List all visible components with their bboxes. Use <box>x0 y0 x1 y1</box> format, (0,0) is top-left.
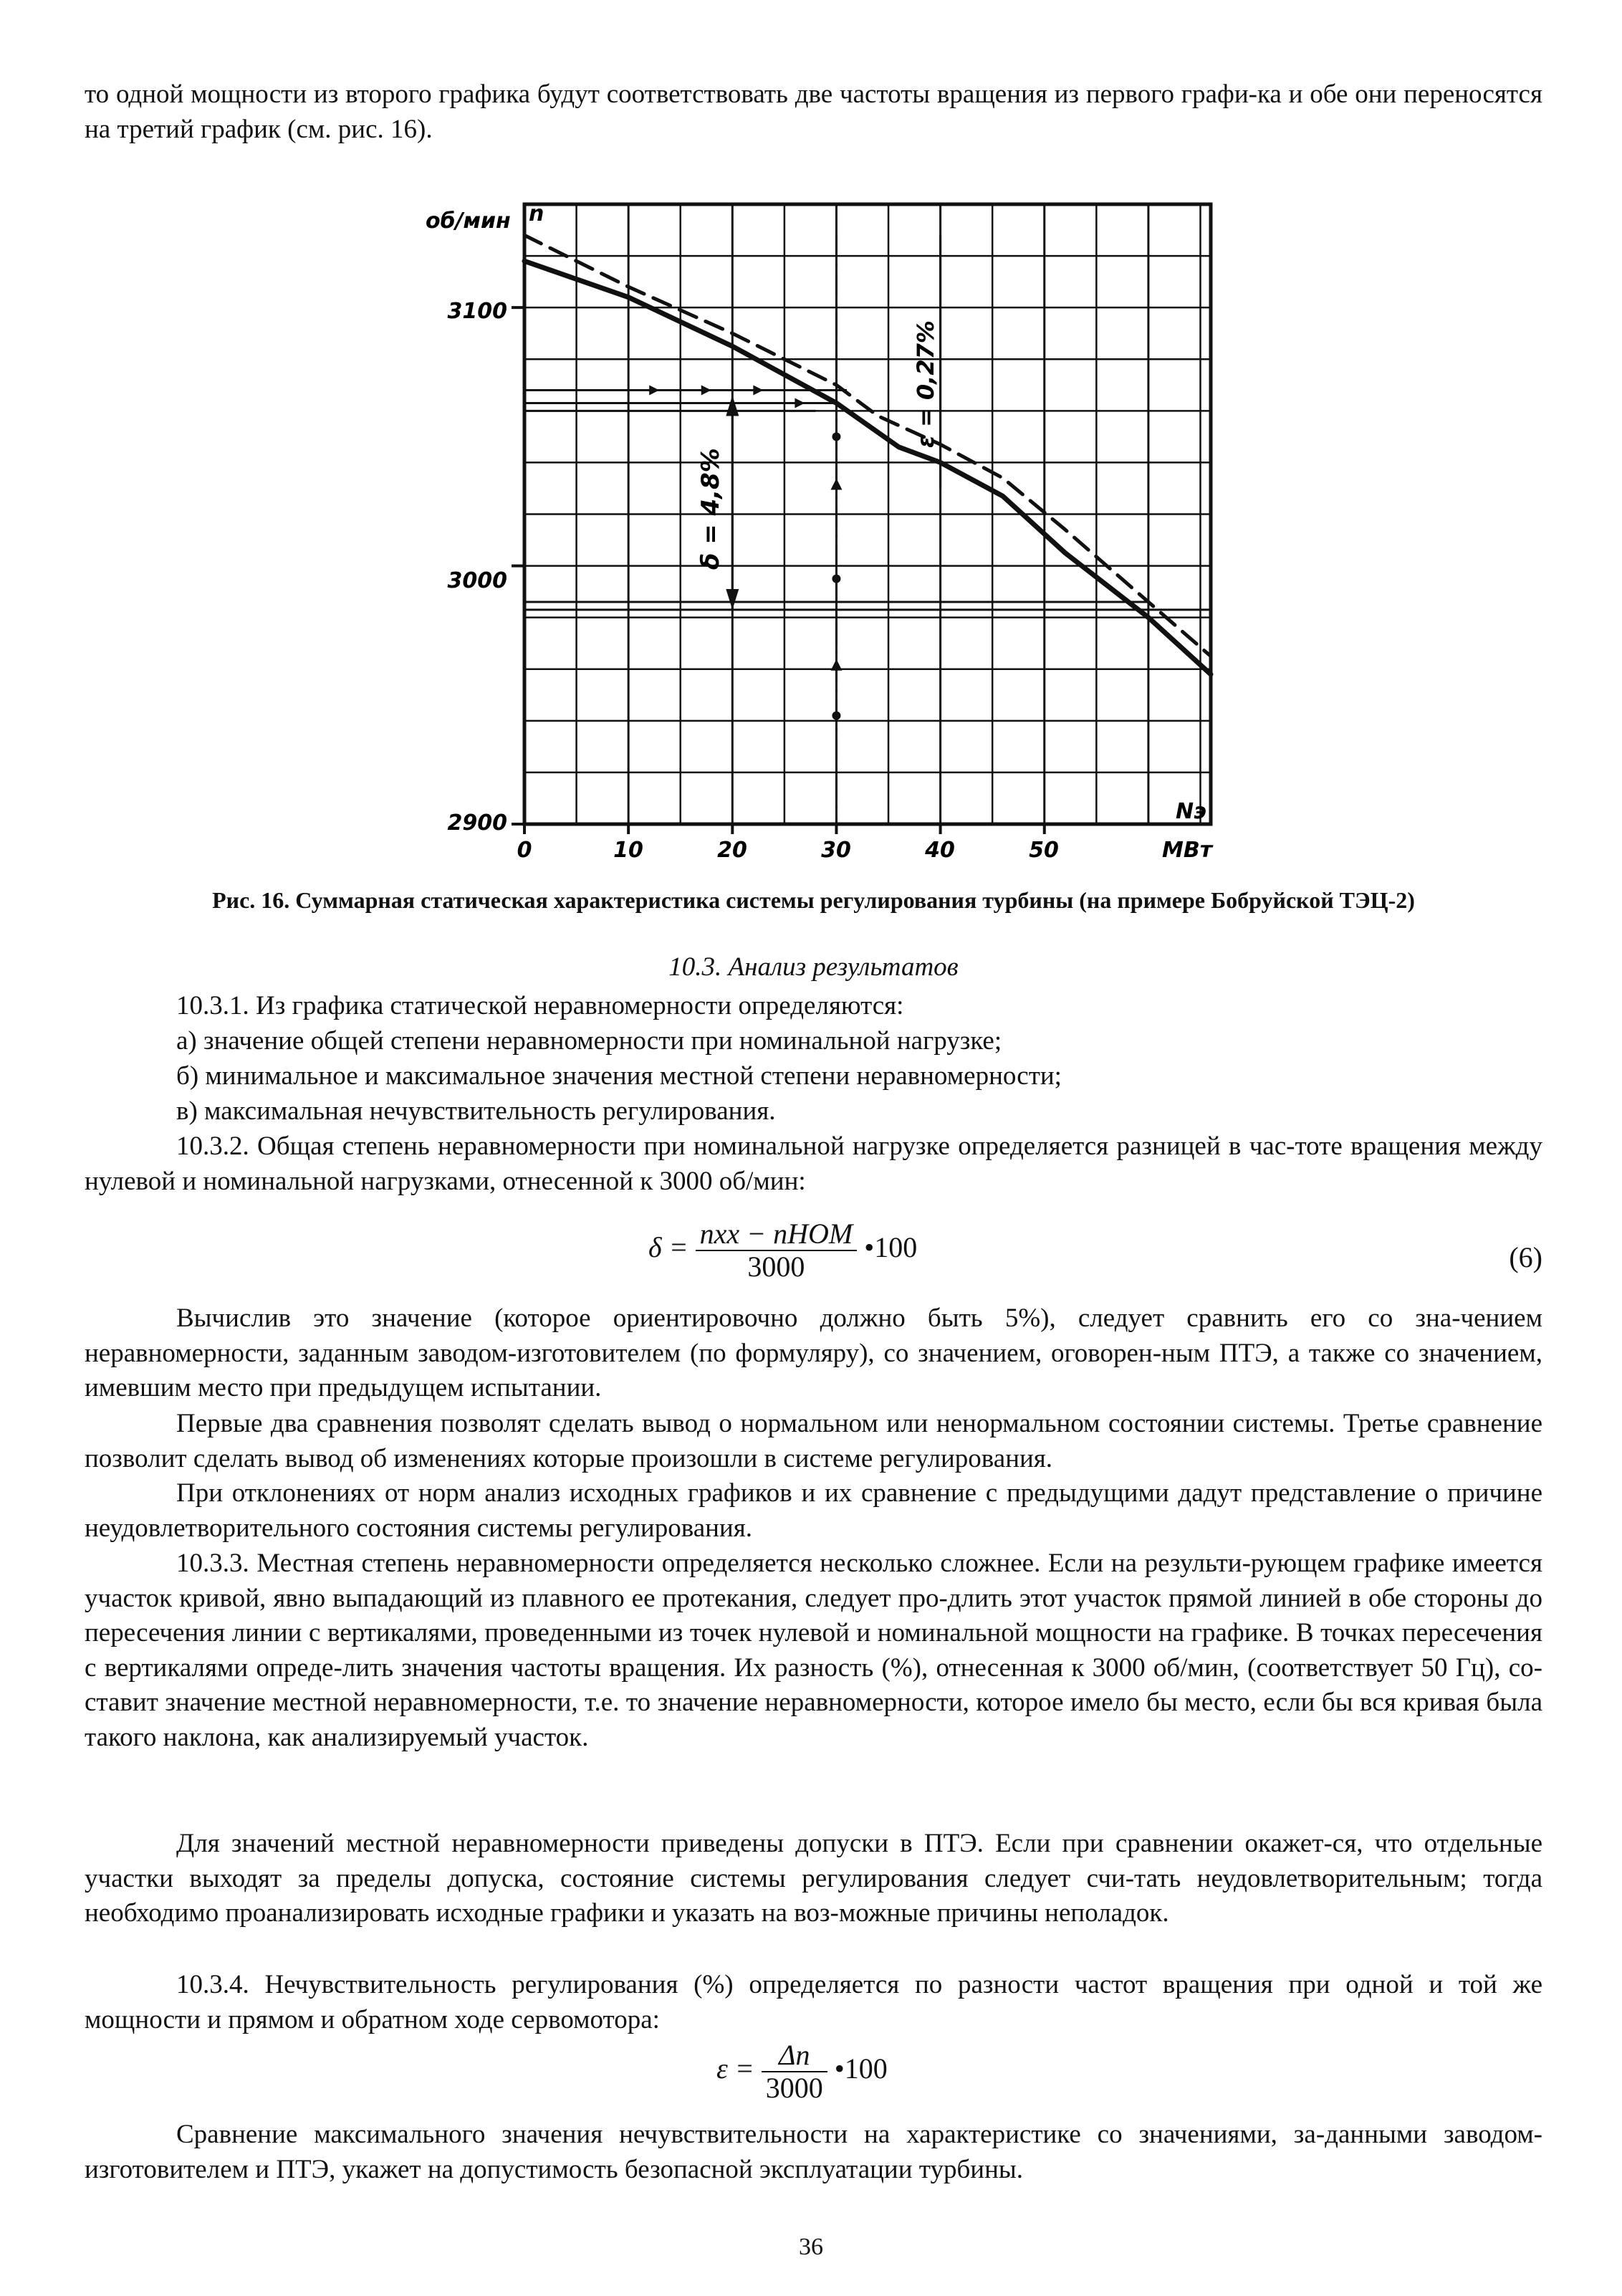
paragraph-10-3-4: 10.3.4. Нечувствительность регулирования (%) определяется по разности частот вращения при одной и той же мощности и прямом и обратном ходе сервомотора: <box>85 1970 1542 2034</box>
x-tick-label: 10 <box>613 838 643 863</box>
formula-6-number: (6) <box>1509 1241 1542 1273</box>
list-item-c: в) максимальная нечувствительность регулирования. <box>176 1096 776 1126</box>
formula-6 <box>648 1218 917 1283</box>
delta-arrow-head <box>726 396 739 416</box>
formula-6-numerator: nxx − nНОМ <box>696 1218 858 1251</box>
formula-epsilon <box>716 2039 888 2104</box>
paragraph-10-3-2: 10.3.2. Общая степень неравномерности при номинальной нагрузке определяется разницей в час-тоте вращения между нулевой и номинальной нагрузками, отнесенной к 3000 об/мин: <box>85 1132 1542 1196</box>
paragraph-10-3-3: 10.3.3. Местная степень неравномерности определяется несколько сложнее. Если на результи-рующем графике имеется участок кривой, явно выпадающий из плавного ее протекания, следует про-длить этот участок прямой линией в обе стороны до пересечения линии с вертикалями, проведенными из точек нулевой и номинальной мощности на графике. В точках пересечения с вертикалями опреде-лить значения частоты вращения. Их разность (%), отнесенная к 3000 об/мин, (соответствует 50 Гц), со-ставит значение местной неравномерности, т.е. то значение неравномерности, которое имело бы место, если бы вся кривая была такого наклона, как анализируемый участок. <box>85 1549 1542 1752</box>
page-number: 36 <box>799 2234 823 2260</box>
paragraph-tolerance: Для значений местной неравномерности приведены допуски в ПТЭ. Если при сравнении окажет-ся, что отдельные участки выходят за пределы допуска, состояние системы регулирования следует счи-тать неудовлетворительным; тогда необходимо проанализировать исходные графики и указать на воз-можные причины неполадок. <box>85 1829 1542 1928</box>
y-unit-label: об/мин <box>426 209 511 234</box>
delta-annotation: δ = 4,8% <box>696 448 725 570</box>
x-tick-label: 30 <box>821 838 851 863</box>
formula-eps-numerator: Δn <box>762 2039 827 2072</box>
marker-dot <box>832 432 840 441</box>
paragraph-first-two: Первые два сравнения позволят сделать вывод о нормальном или ненормальном состоянии системы. Третье сравнение позволит сделать вывод об изменениях которые произошли в системе регулирования. <box>85 1409 1542 1473</box>
paragraph-10-3-1: 10.3.1. Из графика статической неравномерности определяются: <box>176 991 904 1020</box>
formula-eps-lhs: ε = <box>716 2052 754 2085</box>
y-tick-label: 3000 <box>447 568 507 593</box>
x-tick-label: 50 <box>1029 838 1059 863</box>
chart-grid <box>512 204 1211 834</box>
vertical-arrow <box>830 478 842 489</box>
x-tick-label: 0 <box>517 838 532 863</box>
marker-dot <box>832 575 840 583</box>
formula-eps-fraction <box>762 2039 827 2104</box>
list-item-a: а) значение общей степени неравномерности при номинальной нагрузке; <box>176 1026 1002 1056</box>
y-axis-symbol: n <box>529 201 544 226</box>
y-tick-label: 2900 <box>447 810 507 836</box>
figure-16-chart <box>0 0 1622 874</box>
figure-caption: Рис. 16. Суммарная статическая характеристика системы регулирования турбины (на примере Бобруйской ТЭЦ-2) <box>212 887 1415 913</box>
x-tick-label: 20 <box>717 838 747 863</box>
formula-eps-denominator: 3000 <box>765 2072 823 2104</box>
y-tick-label: 3100 <box>447 299 507 324</box>
construction-arrow <box>753 386 763 396</box>
section-title: 10.3. Анализ результатов <box>668 952 959 982</box>
epsilon-annotation: ε = 0,27% <box>912 320 939 448</box>
x-unit-label: МВт <box>1162 838 1213 863</box>
x-tick-label: 40 <box>925 838 955 863</box>
delta-arrow-head <box>726 589 739 610</box>
list-item-b: б) минимальное и максимальное значения местной степени неравномерности; <box>176 1061 1062 1091</box>
x-axis-symbol: Nэ <box>1176 799 1206 824</box>
formula-6-multiplier: •100 <box>864 1231 918 1264</box>
construction-arrow <box>795 398 805 408</box>
formula-6-denominator: 3000 <box>747 1250 805 1283</box>
paragraph-final: Сравнение максимального значения нечувствительности на характеристике со значениями, за-данными заводом-изготовителем и ПТЭ, укажет на допустимость безопасной эксплуатации турбины. <box>85 2120 1542 2184</box>
vertical-arrow <box>830 659 842 671</box>
marker-dot <box>832 712 840 720</box>
construction-arrow <box>701 386 711 396</box>
paragraph-compute: Вычислив это значение (которое ориентировочно должно быть 5%), следует сравнить его со зна-чением неравномерности, заданным заводом-изготовителем (по формуляру), со значением, оговорен-ным ПТЭ, а также со значением, имевшим место при предыдущем испытании. <box>85 1304 1542 1403</box>
formula-6-lhs: δ = <box>648 1231 688 1264</box>
intro-paragraph: то одной мощности из второго графика будут соответствовать две частоты вращения из первого графи-ка и обе они переносятся на третий график (см. рис. 16). <box>85 80 1542 144</box>
construction-arrow <box>649 386 659 396</box>
paragraph-deviation: При отклонениях от норм анализ исходных графиков и их сравнение с предыдущими дадут представление о причине неудовлетворительного состояния системы регулирования. <box>85 1478 1542 1543</box>
formula-6-fraction <box>696 1218 858 1283</box>
formula-eps-multiplier: •100 <box>834 2052 888 2085</box>
